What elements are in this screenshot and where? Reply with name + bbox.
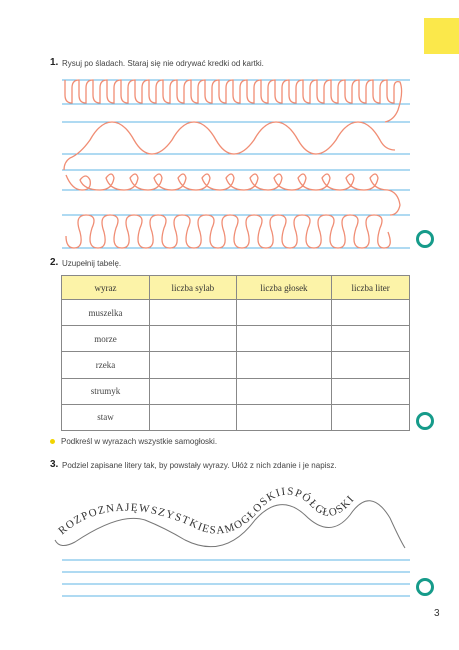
answer-lines — [62, 560, 410, 596]
header-word: wyraz — [62, 276, 150, 300]
word-cell: strumyk — [62, 378, 150, 404]
task3-number: 3. — [50, 459, 59, 470]
word-cell: muszelka — [62, 300, 150, 326]
header-phonemes: liczba głosek — [236, 276, 332, 300]
task1-number: 1. — [50, 57, 59, 68]
letter-sequence: ROZPOZNAJĘWSZYSTKIESAMOGŁOSKIISPÓŁGŁOSKI — [56, 485, 358, 538]
page-number: 3 — [434, 608, 440, 619]
check-circle-3[interactable] — [416, 578, 434, 596]
task1-instruction: Rysuj po śladach. Staraj się nie odrywać kredki od kartki. — [62, 59, 264, 68]
header-letters: liczba liter — [332, 276, 410, 300]
task2-instruction: Uzupełnij tabelę. — [62, 259, 122, 268]
task2-number: 2. — [50, 257, 59, 268]
header-syllables: liczba sylab — [150, 276, 237, 300]
word-cell: morze — [62, 326, 150, 352]
word-cell: rzeka — [62, 352, 150, 378]
task3-instruction: Podziel zapisane litery tak, by powstały wyrazy. Ułóż z nich zdanie i je napisz. — [62, 461, 337, 470]
task2-subtask: Podkreśl w wyrazach wszystkie samogłoski. — [61, 437, 218, 446]
word-cell: staw — [62, 404, 150, 430]
